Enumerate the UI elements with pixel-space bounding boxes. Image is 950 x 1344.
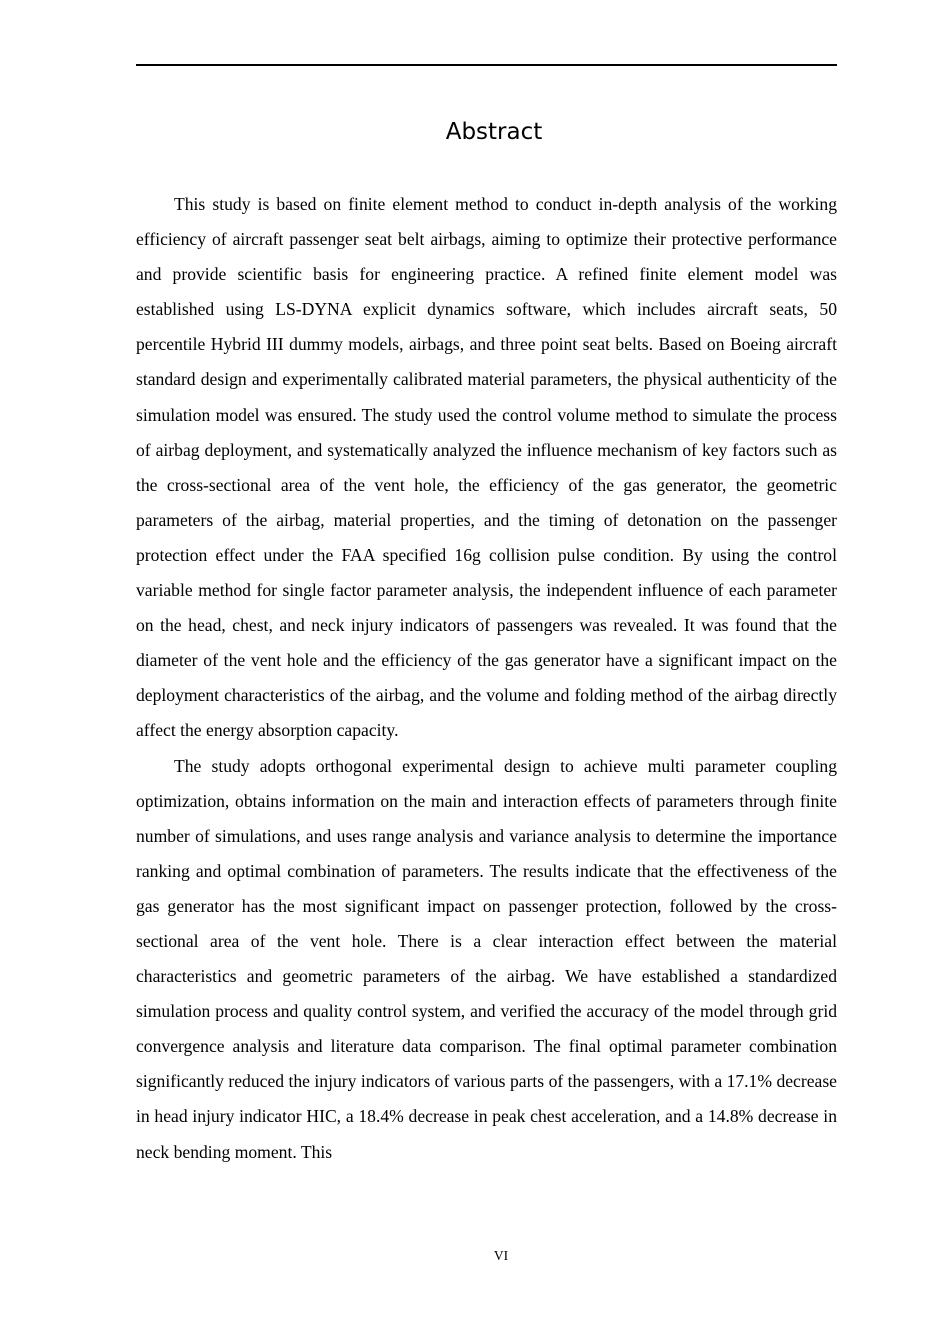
- page-number: VI: [493, 1248, 509, 1263]
- abstract-paragraph-2: The study adopts orthogonal experimental design to achieve multi parameter coupling optimization, obtains information on the main and interaction effects of parameters through finite number of simulations, and uses range analysis and variance analysis to determine the importance ranking and optimal combination of parameters. The results indicate that the effectiveness of the gas generator has the most significant impact on passenger protection, followed by the cross-sectional area of the vent hole. There is a clear interaction effect between the material characteristics and geometric parameters of the airbag. We have established a standardized simulation process and quality control system, and verified the accuracy of the model through grid convergence analysis and literature data comparison. The final optimal parameter combination significantly reduced the injury indicators of various parts of the passengers, with a 17.1% decrease in head injury indicator HIC, a 18.4% decrease in peak chest acceleration, and a 14.8% decrease in neck bending moment. This: [136, 755, 837, 1162]
- abstract-title: Abstract: [445, 119, 543, 145]
- abstract-paragraph-1: This study is based on finite element method to conduct in-depth analysis of the working efficiency of aircraft passenger seat belt airbags, aiming to optimize their protective performance and provide scientific basis for engineering practice. A refined finite element model was established using LS-DYNA explicit dynamics software, which includes aircraft seats, 50 percentile Hybrid III dummy models, airbags, and three point seat belts. Based on Boeing aircraft standard design and experimentally calibrated material parameters, the physical authenticity of the simulation model was ensured. The study used the control volume method to simulate the process of airbag deployment, and systematically analyzed the influence mechanism of key factors such as the cross-sectional area of the vent hole, the efficiency of the gas generator, the geometric parameters of the airbag, material properties, and the timing of detonation on the passenger protection effect under the FAA specified 16g collision pulse condition. By using the control variable method for single factor parameter analysis, the independent influence of each parameter on the head, chest, and neck injury indicators of passengers was revealed. It was found that the diameter of the vent hole and the efficiency of the gas generator have a significant impact on the deployment characteristics of the airbag, and the volume and folding method of the airbag directly affect the energy absorption capacity.: [136, 194, 837, 741]
- header-rule: [136, 64, 837, 66]
- abstract-body: [136, 187, 837, 1170]
